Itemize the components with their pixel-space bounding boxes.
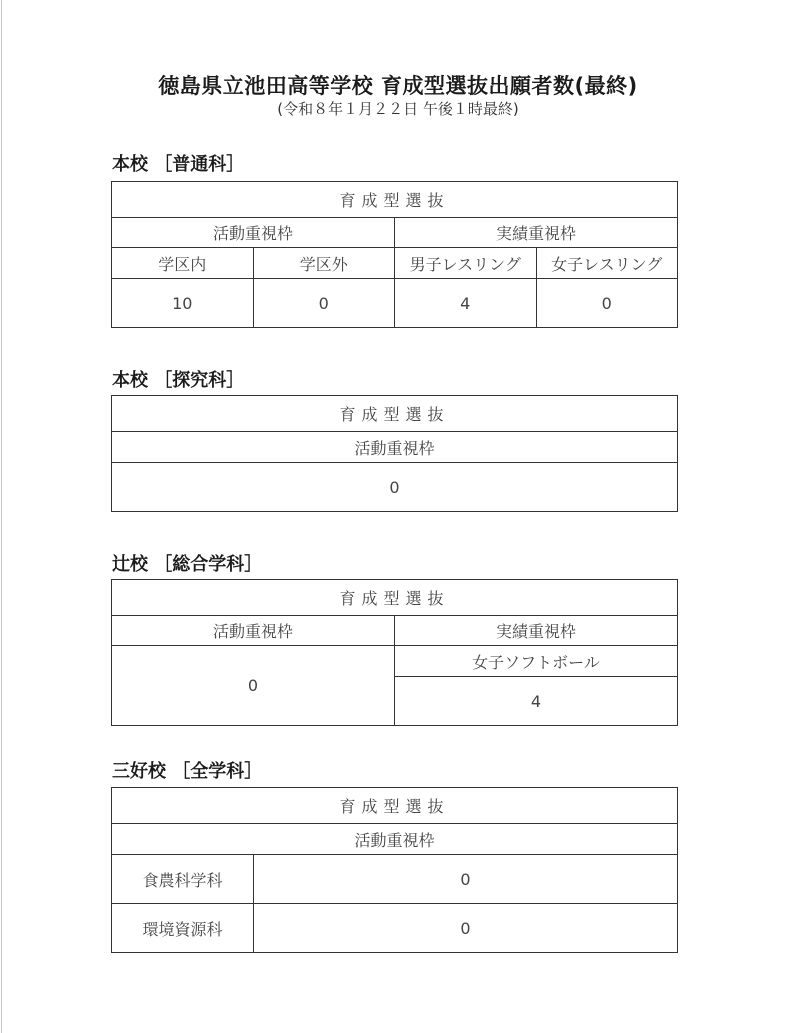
row-label-shokuno: 食農科学科: [112, 855, 254, 904]
col-gakkunai: 学区内: [112, 248, 254, 279]
value-joshi-wrestling: 0: [536, 279, 678, 328]
table-futsuka: [111, 181, 678, 328]
col-danshi-wrestling: 男子レスリング: [395, 248, 537, 279]
page-edge: [1, 0, 2, 1033]
group-katsudo: 活動重視枠: [112, 824, 678, 855]
row-label-kankyo: 環境資源科: [112, 904, 254, 953]
section-label-tsuji: 辻校 ［総合学科］: [112, 554, 263, 575]
value-katsudo: 0: [112, 463, 678, 512]
col-gakkugai: 学区外: [253, 248, 395, 279]
table-tankyuka: [111, 395, 678, 512]
table-miyoshi: [111, 787, 678, 953]
value-gakkunai: 10: [112, 279, 254, 328]
header-ikuseigata: 育成型選抜: [112, 182, 678, 218]
group-jisseki: 実績重視枠: [395, 218, 678, 248]
group-katsudo: 活動重視枠: [112, 616, 395, 646]
document-subtitle: (令和８年１月２２日 午後１時最終): [277, 100, 519, 118]
col-joshi-softball: 女子ソフトボール: [395, 646, 678, 677]
value-danshi-wrestling: 4: [395, 279, 537, 328]
group-katsudo: 活動重視枠: [112, 432, 678, 463]
col-joshi-wrestling: 女子レスリング: [536, 248, 678, 279]
value-kankyo: 0: [254, 904, 678, 953]
value-katsudo: 0: [112, 646, 395, 726]
group-jisseki: 実績重視枠: [395, 616, 678, 646]
group-katsudo: 活動重視枠: [112, 218, 395, 248]
section-label-tankyuka: 本校 ［探究科］: [112, 370, 245, 391]
value-joshi-softball: 4: [395, 677, 678, 726]
table-tsuji: [111, 579, 678, 726]
document-title: 徳島県立池田高等学校 育成型選抜出願者数(最終): [158, 74, 638, 98]
section-label-futsuka: 本校 ［普通科］: [112, 154, 245, 175]
header-ikuseigata: 育成型選抜: [112, 788, 678, 824]
value-gakkugai: 0: [253, 279, 395, 328]
value-shokuno: 0: [254, 855, 678, 904]
header-ikuseigata: 育成型選抜: [112, 580, 678, 616]
section-label-miyoshi: 三好校 ［全学科］: [112, 761, 263, 782]
header-ikuseigata: 育成型選抜: [112, 396, 678, 432]
